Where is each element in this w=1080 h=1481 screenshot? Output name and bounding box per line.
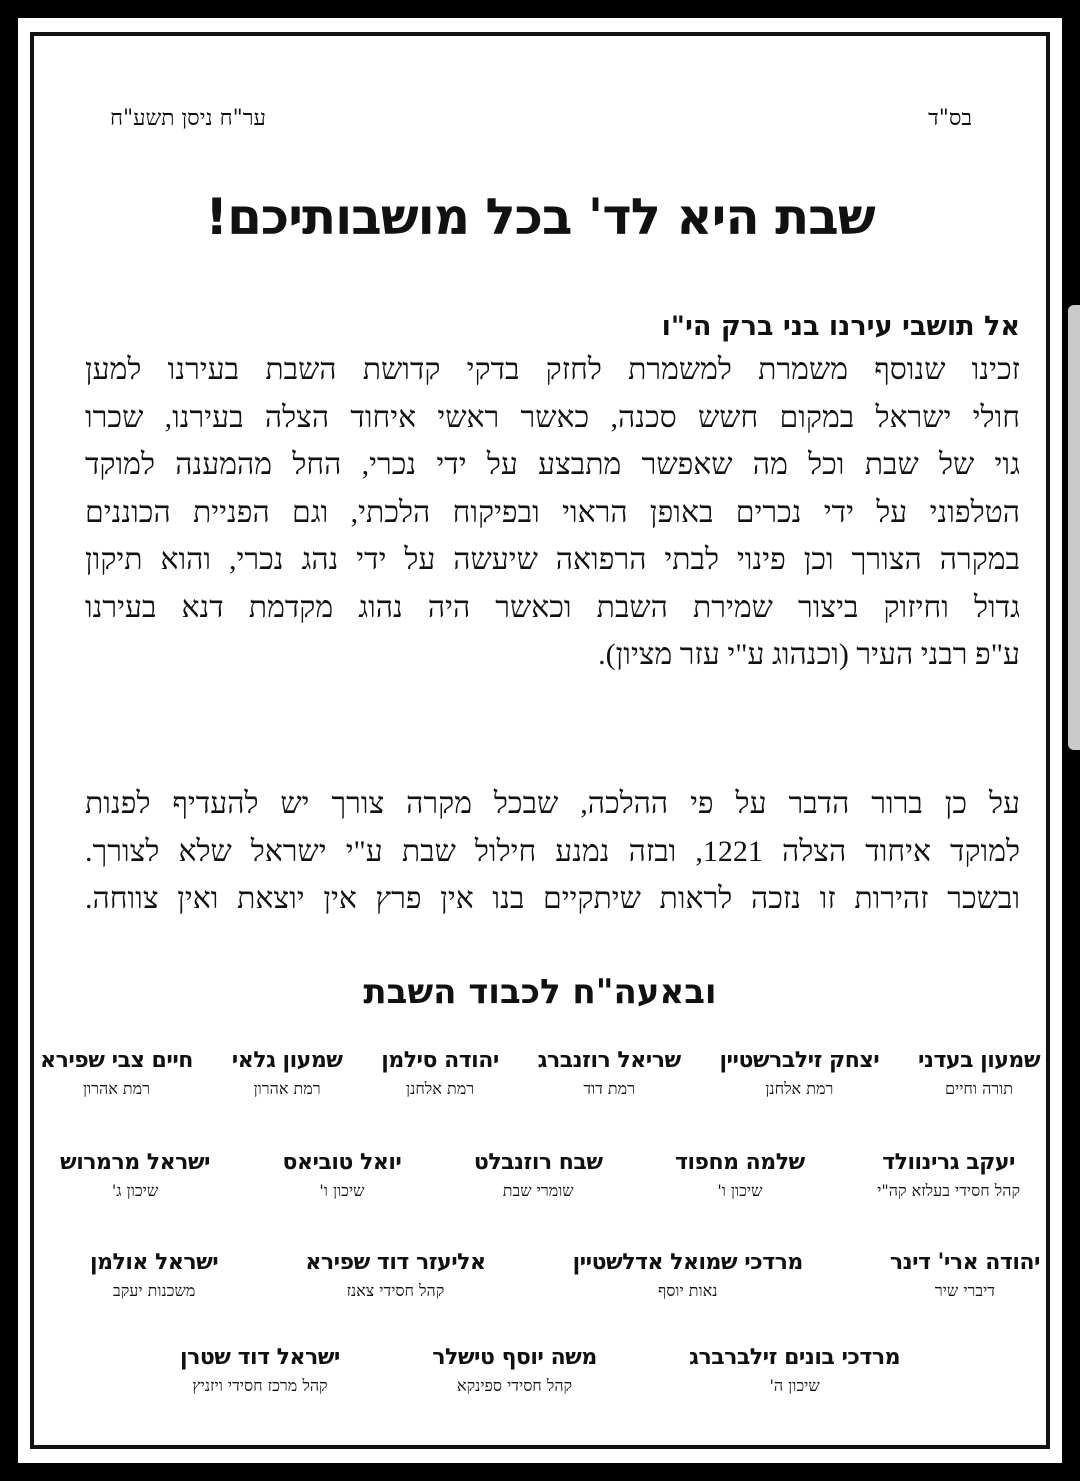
signatory-name: שלמה מחפוד [675, 1150, 805, 1175]
signatory [689, 1345, 900, 1396]
signatory [90, 1250, 218, 1301]
signatory-name: ישראל מרמרוש [60, 1150, 211, 1175]
signatory-affiliation: קהל חסידי צאנז [346, 1281, 445, 1300]
text-line: ובשכר זהירות זו נזכה לראות שיתקיים בנו אין פרץ אין יוצאת ואין צווחה. [85, 882, 1020, 915]
signatory-affiliation: רמת אהרון [253, 1079, 321, 1098]
signatory-affiliation: דיברי שיר [934, 1281, 995, 1300]
signatory [719, 1048, 879, 1099]
signatory [180, 1345, 340, 1396]
signatory [283, 1150, 402, 1201]
signatory-affiliation: שיכון ה' [769, 1376, 820, 1395]
signatory [675, 1150, 805, 1201]
signatory-affiliation: רמת אהרון [82, 1079, 150, 1098]
signatory-name: מרדכי בונים זילברברג [689, 1345, 900, 1370]
signatory [40, 1048, 193, 1099]
signatory-name: ישראל דוד שטרן [180, 1345, 340, 1370]
signatory [381, 1048, 499, 1099]
signatory-name: יהודה סילמן [381, 1048, 499, 1073]
signatory-affiliation: שיכון ו' [319, 1181, 365, 1200]
signatory-name: חיים צבי שפירא [40, 1048, 193, 1073]
text-line: ע"פ רבני העיר (וכנהוג ע"י עזר מציון). [598, 638, 1020, 671]
text-line: גדול וחיזוק ביצור שמירת השבת וכאשר היה נהוג מקדמת דנא בעירנו [85, 590, 1020, 624]
signatory [890, 1250, 1040, 1301]
signatory-affiliation: משכנות יעקב [113, 1281, 196, 1300]
bsd-header: בס"ד [928, 106, 972, 131]
scrollbar[interactable] [1068, 305, 1080, 750]
text-line: למוקד איחוד הצלה 1221, ובזה נמנע חילול שבת ע"י ישראל שלא לצורך. [85, 834, 1021, 868]
signatory-affiliation: רמת אלחנן [765, 1079, 834, 1098]
page-title: שבת היא לד' בכל מושבותיכם! [205, 188, 875, 246]
signatory-affiliation: שומרי שבת [502, 1181, 574, 1200]
signatory-row [40, 1048, 1040, 1099]
date-header: ער"ח ניסן תשע"ח [110, 106, 267, 131]
signatory-row [60, 1150, 1020, 1201]
signatory-name: מרדכי שמואל אדלשטיין [572, 1250, 803, 1275]
text-line: על כן ברור הדבר על פי ההלכה, שבכל מקרה צורך יש להעדיף לפנות [85, 787, 1020, 820]
signatory [60, 1150, 210, 1201]
signatory-name: יהודה ארי' דינר [889, 1250, 1040, 1275]
signatory [474, 1150, 603, 1201]
text-line: במקרה הצורך וכן פינוי לבתי הרפואה שיעשה על ידי נהג נכרי, והוא תיקון [85, 543, 1020, 576]
paragraph-1 [85, 308, 1020, 679]
signatory [305, 1250, 485, 1301]
signatory-affiliation: שיכון ו' [717, 1181, 763, 1200]
signatory-name: יואל טוביאס [282, 1150, 402, 1175]
addressee: אל תושבי עירנו בני ברק הי"ו [661, 311, 1020, 342]
signatory-row [180, 1345, 900, 1396]
signatory-name: שבח רוזנבלט [473, 1150, 603, 1175]
paragraph-2 [85, 780, 1020, 923]
signatory [232, 1048, 343, 1099]
signatory-name: יצחק זילברשטיין [719, 1048, 880, 1073]
signatory-name: אליעזר דוד שפירא [305, 1250, 486, 1275]
signatory-name: שמעון גלאי [231, 1048, 343, 1073]
text-line: גוי של שבת וכל מה שאפשר מתבצע על ידי נכרי, החל מהמענה למוקד [85, 448, 1020, 481]
signatory-name: שמעון בעדני [918, 1048, 1040, 1073]
text-line: הטלפוני על ידי נכרים באופן הראוי ובפיקוח הלכתי, וגם הפניית הכוננים [85, 495, 1020, 529]
signatory [573, 1250, 803, 1301]
signatory [877, 1150, 1020, 1201]
signatory [432, 1345, 597, 1396]
signatory-affiliation: נאות יוסף [657, 1281, 718, 1300]
signatory-affiliation: קהל מרכז חסידי ויזניץ [192, 1376, 328, 1395]
signatory-name: משה יוסף טישלר [432, 1345, 597, 1370]
signatory-affiliation: תורה וחיים [945, 1079, 1013, 1098]
signatory-name: יעקב גרינוולד [882, 1150, 1015, 1175]
signoff-heading: ובאעה"ח לכבוד השבת [363, 972, 717, 1012]
signatory [538, 1048, 681, 1099]
signatory-name: ישראל אולמן [90, 1250, 219, 1275]
signatory-affiliation: רמת אלחנן [406, 1079, 475, 1098]
signatory-affiliation: קהל חסידי ספינקא [456, 1376, 573, 1395]
signatory-affiliation: רמת דוד [583, 1079, 635, 1098]
signatory [918, 1048, 1040, 1099]
signatory-affiliation: שיכון ג' [111, 1181, 159, 1200]
signatory-name: שריאל רוזנברג [537, 1048, 681, 1073]
text-line: זכינו שנוסף משמרת למשמרת לחזק בדקי קדושת השבת בעירנו למען [85, 353, 1020, 386]
signatory-row [90, 1250, 1040, 1301]
text-line: חולי ישראל במקום חשש סכנה, כאשר ראשי איחוד הצלה בעירנו, שכרו [85, 400, 1020, 434]
signatory-affiliation: קהל חסידי בעלזא קה"י [877, 1181, 1020, 1200]
